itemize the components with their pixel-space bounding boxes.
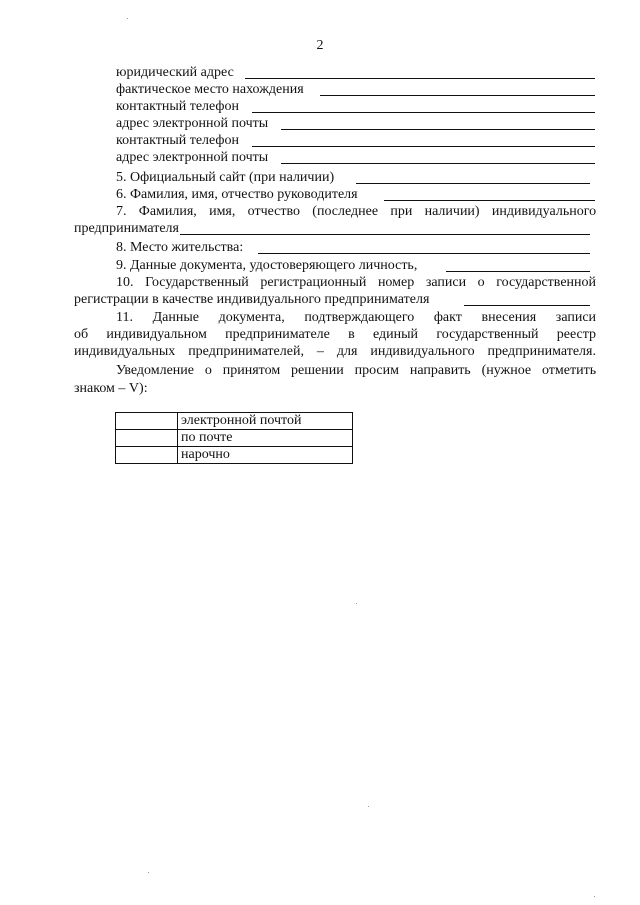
label-word: предпринимателя.	[487, 344, 596, 359]
delivery-mark-cell[interactable]	[116, 430, 178, 447]
label-word: отчество	[247, 204, 301, 219]
label-word: предпринимателе	[225, 327, 330, 342]
delivery-option-label: нарочно	[178, 447, 353, 464]
website-label: 5. Официальный сайт (при наличии)	[116, 170, 335, 185]
delivery-option-label: электронной почтой	[178, 413, 353, 430]
scan-speck	[594, 896, 595, 897]
label-word: 11.	[116, 310, 133, 325]
registration-number-label-cont: регистрации в качестве индивидуального предпринимателя	[74, 292, 430, 307]
label-word: направить	[409, 363, 471, 378]
label-word: индивидуальном	[106, 327, 207, 342]
label-word: государственный	[436, 327, 539, 342]
email-field[interactable]	[281, 163, 595, 164]
label-word: –	[316, 344, 324, 359]
page-number: 2	[316, 38, 324, 53]
contact-phone-field[interactable]	[252, 112, 595, 113]
label-word: отметить	[541, 363, 597, 378]
label-word: об	[74, 327, 89, 342]
legal-address-field[interactable]	[245, 78, 595, 79]
label-word: индивидуального	[370, 344, 475, 359]
notification-text-cont: знаком – V):	[74, 381, 148, 396]
contact-phone-label: контактный телефон	[116, 99, 239, 114]
label-word: Фамилия,	[138, 204, 197, 219]
notification-text	[116, 362, 596, 379]
table-row	[116, 447, 353, 464]
label-word: в	[348, 327, 355, 342]
label-word: индивидуального	[491, 204, 597, 219]
individual-entrepreneur-name-field[interactable]	[180, 234, 590, 235]
delivery-method-table	[115, 412, 353, 464]
label-word: при	[390, 204, 413, 219]
label-word: 10.	[116, 275, 134, 290]
label-word: просим	[354, 363, 399, 378]
individual-entrepreneur-name-label	[116, 203, 596, 220]
actual-location-field[interactable]	[320, 95, 595, 96]
table-row	[116, 413, 353, 430]
label-word: о	[477, 275, 485, 290]
label-word: индивидуальных	[74, 344, 176, 359]
label-word: внесения	[481, 310, 537, 325]
label-word: единый	[373, 327, 419, 342]
label-word: имя,	[209, 204, 236, 219]
label-word: реестр	[556, 327, 597, 342]
label-word: принятом	[222, 363, 281, 378]
label-word: о	[204, 363, 212, 378]
registry-document-label-cont	[74, 326, 596, 343]
label-word: решении	[291, 363, 344, 378]
label-word: регистрационный	[260, 275, 367, 290]
delivery-option-label: по почте	[178, 430, 353, 447]
table-row	[116, 430, 353, 447]
label-word: государственной	[496, 275, 597, 290]
email-field[interactable]	[281, 129, 595, 130]
label-word: Данные	[152, 310, 199, 325]
scan-speck	[148, 872, 149, 873]
label-word: подтверждающего	[304, 310, 415, 325]
label-word: 7.	[116, 204, 127, 219]
label-word: наличии)	[424, 204, 480, 219]
label-word: факт	[433, 310, 462, 325]
delivery-mark-cell[interactable]	[116, 447, 178, 464]
label-word: записи	[555, 310, 597, 325]
residence-label: 8. Место жительства:	[116, 240, 244, 255]
identity-document-field[interactable]	[446, 271, 590, 272]
contact-phone-field[interactable]	[252, 146, 595, 147]
scan-speck	[127, 18, 128, 19]
legal-address-label: юридический адрес	[116, 65, 234, 80]
label-word: номер	[377, 275, 415, 290]
registration-number-label	[116, 274, 596, 291]
scan-speck	[356, 603, 357, 604]
label-word: для	[336, 344, 358, 359]
registration-number-field[interactable]	[464, 305, 590, 306]
label-word: (нужное	[481, 363, 532, 378]
label-word: (последнее	[312, 204, 379, 219]
label-word: записи	[425, 275, 467, 290]
registry-document-label-cont	[74, 343, 596, 360]
scan-speck	[368, 806, 369, 807]
actual-location-label: фактическое место нахождения	[116, 82, 304, 97]
individual-entrepreneur-name-label-cont: предпринимателя	[74, 221, 179, 236]
registry-document-label	[116, 309, 596, 326]
email-label: адрес электронной почты	[116, 150, 269, 165]
email-label: адрес электронной почты	[116, 116, 269, 131]
head-name-field[interactable]	[384, 200, 595, 201]
label-word: предпринимателей,	[188, 344, 304, 359]
label-word: Уведомление	[116, 363, 195, 378]
contact-phone-label: контактный телефон	[116, 133, 239, 148]
label-word: документа,	[218, 310, 285, 325]
delivery-mark-cell[interactable]	[116, 413, 178, 430]
identity-document-label: 9. Данные документа, удостоверяющего личность,	[116, 258, 418, 273]
head-name-label: 6. Фамилия, имя, отчество руководителя	[116, 187, 358, 202]
residence-field[interactable]	[258, 253, 590, 254]
website-field[interactable]	[356, 183, 590, 184]
label-word: Государственный	[145, 275, 249, 290]
